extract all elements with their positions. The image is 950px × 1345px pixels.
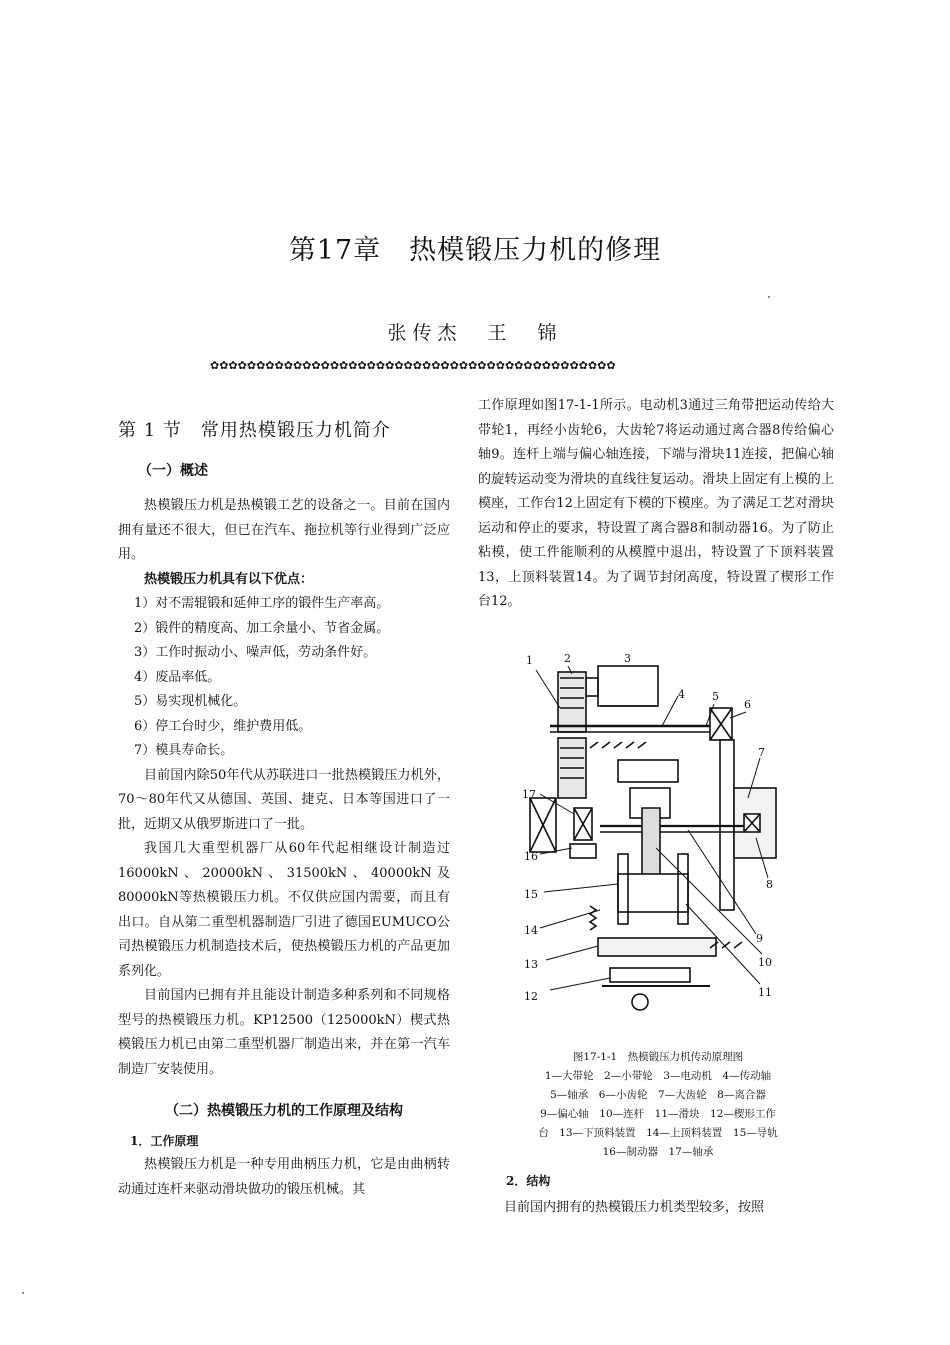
label-11: 11 — [758, 986, 772, 999]
scan-speck — [768, 296, 770, 298]
caption-line: 5—轴承 6—小齿轮 7—大齿轮 8—离合器 — [550, 1089, 766, 1101]
label-16: 16 — [524, 850, 538, 863]
label-17: 17 — [522, 788, 536, 801]
caption-line: 1—大带轮 2—小带轮 3—电动机 4—传动轴 — [544, 1070, 772, 1082]
label-6: 6 — [744, 698, 751, 711]
advantages-list — [118, 592, 450, 764]
label-3: 3 — [624, 652, 631, 665]
right-column — [478, 394, 834, 615]
subsection-principle: （二）热模锻压力机的工作原理及结构 — [165, 1103, 403, 1119]
paragraph: 目前国内已拥有并且能设计制造多种系列和不同规格型号的热模锻压力机。KP12500（125000kN）楔式热模锻压力机已由第二重型机器厂制造出来，并在第一汽车制造厂安装使用。 — [118, 988, 450, 1077]
paragraph: 热模锻压力机是一种专用曲柄压力机，它是由曲柄转动通过连杆来驱动滑块做功的锻压机械。其 — [118, 1157, 450, 1197]
subsubsection-principle: 1．工作原理 — [130, 1134, 199, 1148]
subsubsection-structure: 2．结构 — [506, 1174, 551, 1188]
table-shape — [598, 938, 716, 956]
paragraph: 热模锻压力机是热模锻工艺的设备之一。目前在国内拥有量还不很大，但已在汽车、拖拉机等行业得到广泛应用。 — [118, 498, 450, 562]
list-item: 6）停工台时少，维护费用低。 — [134, 718, 312, 734]
label-5: 5 — [712, 690, 719, 703]
label-1: 1 — [526, 654, 533, 667]
list-item: 7）模具寿命长。 — [134, 743, 234, 758]
scan-speck — [22, 1292, 24, 1294]
paragraph: 我国几大重型机器厂从60年代起相继设计制造过16000kN、20000kN、31500kN、40000kN及80000kN等热模锻压力机。不仅供应国内需要，而且有出口。自从第二重型机器制造厂引进了德国EUMUCO公司热模锻压力机制造技术后，使热模锻压力机的产品更加系列化。 — [118, 841, 450, 979]
caption-title: 图17-1-1 热模锻压力机传动原理图 — [572, 1051, 744, 1063]
label-2: 2 — [564, 652, 571, 665]
chapter-title: 第17章 热模锻压力机的修理 — [288, 235, 662, 266]
advantages-title: 热模锻压力机具有以下优点： — [144, 571, 314, 587]
press-drive-diagram — [510, 648, 840, 1048]
paragraph: 目前国内拥有的热模锻压力机类型较多，按照 — [504, 1200, 765, 1215]
label-8: 8 — [766, 878, 773, 891]
list-item: 3）工作时振动小、噪声低，劳动条件好。 — [134, 645, 377, 660]
list-item: 4）废品率低。 — [134, 669, 221, 685]
ornament-divider: ✿✿✿✿✿✿✿✿✿✿✿✿✿✿✿✿✿✿✿✿✿✿✿✿✿✿✿✿✿✿✿✿✿✿✿✿✿✿✿✿✿✿✿✿ — [210, 360, 616, 372]
figure-caption — [480, 1048, 836, 1162]
label-7: 7 — [758, 746, 765, 759]
list-item: 1）对不需辊锻和延伸工序的锻件生产率高。 — [134, 596, 390, 611]
right-column-bottom — [478, 1196, 834, 1221]
subsection-overview: （一）概述 — [138, 463, 208, 479]
left-column — [118, 412, 450, 1202]
connecting-rod-shape — [642, 808, 660, 878]
label-15: 15 — [524, 888, 538, 901]
paragraph: 工作原理如图17-1-1所示。电动机3通过三角带把运动传给大带轮1，再经小齿轮6，大齿轮7将运动通过离合器8传给偏心轴9。连杆上端与偏心轴连接，下端与滑块11连接，把偏心轴的旋转运动变为滑块的直线往复运动。滑块上固定有上模的上模座，工作台12上固定有下模的下模座。为了满足工艺对滑块运动和停止的要求，特设置了离合器8和制动器16。为了防止粘模，使工件能顺利的从模膛中退出，特设置了下顶料装置13，上顶料装置14。为了调节封闭高度，特设置了楔形工作台12。 — [478, 398, 834, 609]
caption-line: 9—偏心轴 10—连杆 11—滑块 12—楔形工作 — [540, 1108, 776, 1120]
label-14: 14 — [524, 924, 538, 937]
motor-shape — [598, 666, 658, 706]
label-10: 10 — [758, 956, 772, 969]
section-title: 第 1 节 常用热模锻压力机简介 — [118, 420, 391, 441]
label-13: 13 — [524, 958, 538, 971]
caption-line: 16—制动器 17—轴承 — [602, 1146, 714, 1158]
label-9: 9 — [756, 932, 763, 945]
small-pulley-shape — [558, 672, 586, 732]
paragraph: 目前国内除50年代从苏联进口一批热模锻压力机外，70～80年代又从德国、英国、捷克、日本等国进口了一批，近期又从俄罗斯进口了一批。 — [118, 767, 450, 832]
authors: 张传杰 王 锦 — [387, 322, 563, 344]
label-4: 4 — [678, 688, 685, 701]
caption-line: 台 13—下顶料装置 14—上顶料装置 15—导轨 — [538, 1127, 778, 1139]
list-item: 2）锻件的精度高、加工余量小、节省金属。 — [134, 620, 390, 636]
label-12: 12 — [524, 990, 538, 1003]
list-item: 5）易实现机械化。 — [134, 694, 247, 709]
